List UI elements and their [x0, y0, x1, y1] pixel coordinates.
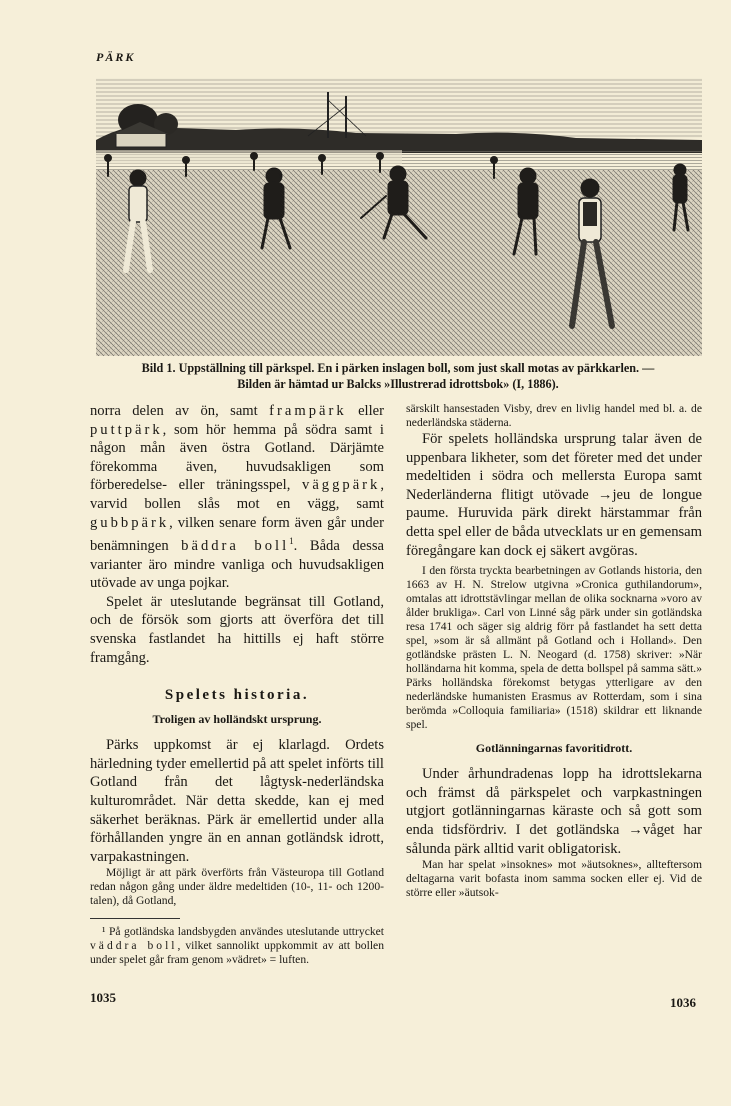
paragraph-small: särskilt hansestaden Visby, drev en livlig handel med bl. a. de nederländska städerna. — [406, 402, 702, 429]
footnote: ¹ På gotländska landsbygden användes uteslutande uttrycket väddra boll, vilket sannolikt uppkommit av att bollen under spelet går fram genom »vädret» = luften. — [90, 925, 384, 967]
footnote-divider — [90, 918, 180, 919]
paragraph-small: Möjligt är att pärk överförts från Västeuropa till Gotland redan någon gång under äldre medeltiden (10-, 11- och 1200-talen), då Gotland, — [90, 866, 384, 908]
spaced-term: bäddra boll — [181, 538, 290, 555]
paragraph-small: Man har spelat »insoknes» mot »äutsoknes», allteftersom deltagarna varit bofasta inom samma socken eller ej. Vid de större eller »äutsok- — [406, 858, 702, 900]
paragraph: Pärks uppkomst är ej klarlagd. Ordets härledning tyder emellertid på att spelet införts till Gotland från det lågtysk-nederländska kulturområdet. När detta skedde, kan ej med säkerhet beräknas. Pärk är emellertid under alla förhållanden yngre än en annan gotländsk idrott, varpakastningen. — [90, 737, 384, 865]
right-column — [406, 402, 702, 900]
paragraph: Under århundradenas lopp ha idrottslekarna och främst då pärkspelet och varpkastningen utgjort gotlänningarnas käraste och så gott som enda tidsfördriv. I det gotländska →våget har sålunda pärk alltid varit obligatorisk. — [406, 766, 702, 857]
section-title: Spelets historia. — [164, 687, 310, 704]
spaced-term: puttpärk — [90, 421, 163, 438]
subheading: Troligen av holländskt ursprung. — [152, 712, 322, 727]
paragraph-small: I den första tryckta bearbetningen av Gotlands historia, den 1663 av H. N. Strelow utgivna »Cronica guthilandorum», omtalas att idrottstävlingar mellan de olika socknarna »voro av ålder brukliga». Carl von Linné såg pärk under sin gotländska resa 1741 och säger sig aldrig förr på fastlandet ha sett detta spel, »som är så allmänt på Gotland och i Holland». Den gotländske prästen L. N. Neogard (d. 1758) skriver: »När holländarna hit komma, spela de detta bollspel på samma sätt.» Pärks holländska förekomst betygas ytterligare av den nederländske humanisten Erasmus av Rotterdam, som i sina berömda »Colloquia familiaria» (1518) skildrar ett liknande spel. — [406, 564, 702, 732]
running-head: PÄRK — [96, 50, 136, 64]
spaced-term: väggpärk — [302, 477, 381, 494]
caption-line-1: Bild 1. Uppställning till pärkspel. En i pärken inslagen boll, som just skall motas av pärkkarlen. — — [141, 361, 655, 375]
engraving-illustration — [96, 78, 702, 356]
paragraph: Spelet är uteslutande begränsat till Gotland, och de försök som gjorts att överföra det till svenska fastlandet ha hittills ej haft större framgång. — [90, 593, 384, 666]
paragraph: norra delen av ön, samt frampärk eller puttpärk, som hör hemma på södra samt i någon mån även östra Gotland. Därjämte förekomma även, huvudsakligen som förberedelse- eller träningsspel, väggpärk, varvid bollen slås mot en vägg, samt gubbpärk, vilken senare form även går under benämningen bäddra boll$^1$. Båda dessa varianter äro mindre vanliga och huvudsakligen utövade av unga pojkar. — [90, 403, 384, 592]
page-number-left: 1035 — [90, 990, 116, 1005]
subheading: Gotlänningarnas favoritidrott. — [475, 741, 633, 756]
spaced-term: frampärk — [269, 403, 347, 419]
spaced-term: väddra boll — [90, 939, 178, 953]
pärk-game-engraving — [96, 78, 702, 356]
paragraph: För spelets holländska ursprung talar även de uppenbara likheter, som det företer med det under medeltiden i södra och mellersta Europa samt Nederländerna flitigt utövade →jeu de longue paume. Huruvida pärk direkt härstammar från detta spel eller de båda utvecklats ur en gemensam föregångare kan dock ej säkert avgöras. — [406, 431, 702, 559]
footnote-ref[interactable]: 1 — [289, 536, 294, 547]
left-column — [90, 402, 384, 967]
figure-caption — [92, 360, 704, 392]
page-number-right: 1036 — [670, 995, 696, 1010]
caption-line-2: Bilden är hämtad ur Balcks »Illustrerad idrottsbok» (I, 1886). — [237, 377, 559, 391]
spaced-term: gubbpärk — [90, 514, 170, 531]
